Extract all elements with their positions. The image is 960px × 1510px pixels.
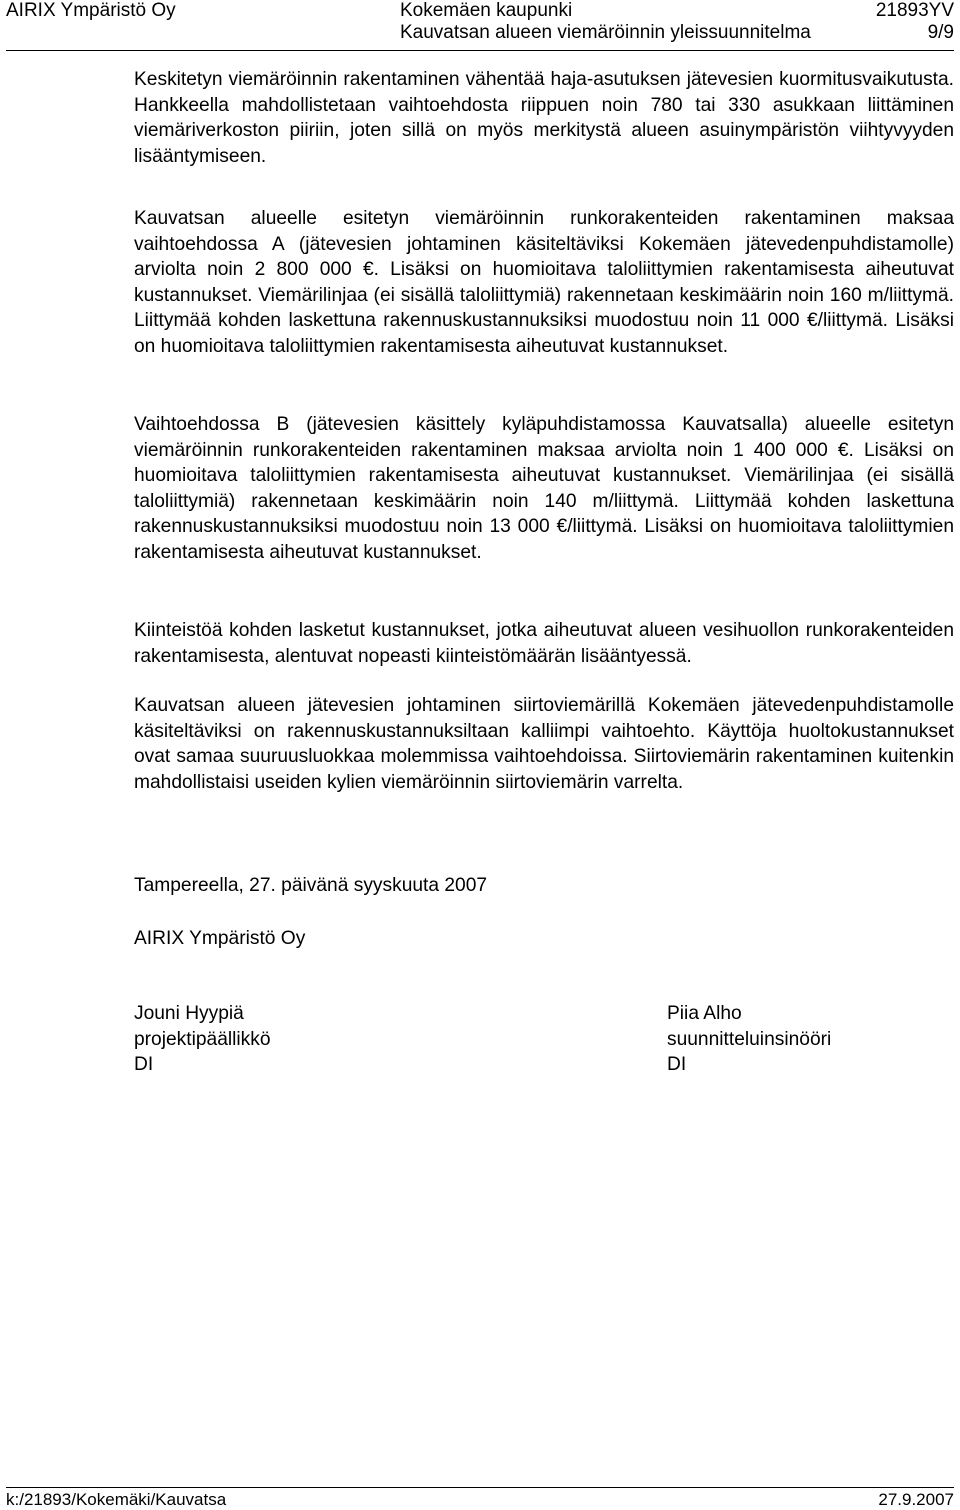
signatory-1-name: Jouni Hyypiä [134, 1003, 244, 1024]
header-row-1 [0, 0, 960, 22]
signatory-2 [667, 1001, 831, 1078]
header-divider [6, 50, 954, 51]
signatory-1 [134, 1001, 271, 1078]
paragraph-4: Kiinteistöä kohden lasketut kustannukset, jotka aiheutuvat alueen vesihuollon runkorakenteiden rakentamisesta, alentuvat nopeasti kiinteistömäärän lisääntyessä. [134, 620, 954, 667]
footer-file-path: k:/21893/Kokemäki/Kauvatsa [6, 1490, 227, 1509]
signatory-2-name: Piia Alho [667, 1003, 742, 1024]
signatory-2-title: suunnitteluinsinööri [667, 1028, 832, 1050]
header-page-number: 9/9 [927, 22, 954, 43]
signatory-1-title: projektipäällikkö [134, 1028, 271, 1050]
paragraph-2: Kauvatsan alueelle esitetyn viemäröinnin runkorakenteiden rakentaminen maksaa vaihtoehdossa A (jätevesien johtaminen käsiteltäviksi Kokemäen jätevedenpuhdistamolle) arviolta noin 2 800 000 €. Lisäksi on huomioitava taloliittymien rakentamisesta aiheutuvat kustannukset. Viemärilinjaa (ei sisällä taloliittymiä) rakennetaan keskimäärin noin 160 m/liittymä. Liittymää kohden laskettuna rakennuskustannuksiksi muodostuu noin 11 000 €/liittymä. Lisäksi on huomioitava taloliittymien rakentamisesta aiheutuvat kustannukset. [134, 208, 954, 357]
paragraph-5: Kauvatsan alueen jätevesien johtaminen siirtoviemärillä Kokemäen jätevedenpuhdistamolle käsiteltäviksi on rakennuskustannuksiltaan kalliimpi vaihtoehto. Käyttöja huoltokustannukset ovat samaa suuruusluokkaa molemmissa vaihtoehdoissa. Siirtoviemärin rakentaminen kuitenkin mahdollistaisi useiden kylien viemäröinnin siirtoviemärin varrelta. [134, 695, 954, 793]
header-client: Kokemäen kaupunki [400, 0, 573, 21]
place-and-date: Tampereella, 27. päivänä syyskuuta 2007 [134, 875, 488, 896]
signatory-2-degree: DI [667, 1054, 687, 1076]
paragraph-1: Keskitetyn viemäröinnin rakentaminen vähentää haja-asutuksen jätevesien kuormitusvaikutusta. Hankkeella mahdollistetaan vaihtoehdosta riippuen noin 780 tai 330 asukkaan liittäminen viemäriverkoston piiriin, joten sillä on myös merkitystä alueen asuinympäristön viihtyvyyden lisääntymiseen. [134, 69, 954, 167]
header-document-title: Kauvatsan alueen viemäröinnin yleissuunnitelma [400, 22, 811, 43]
footer-date: 27.9.2007 [878, 1490, 954, 1509]
header-row-2 [0, 22, 960, 44]
paragraph-3: Vaihtoehdossa B (jätevesien käsittely kyläpuhdistamossa Kauvatsalla) alueelle esitetyn viemäröinnin runkorakenteiden rakentaminen maksaa arviolta noin 1 400 000 €. Lisäksi on huomioitava taloliittymien rakentamisesta aiheutuvat kustannukset. Viemärilinjaa (ei sisällä taloliittymiä) rakennetaan keskimäärin noin 140 m/liittymä. Liittymää kohden laskettuna rakennuskustannuksiksi muodostuu noin 13 000 €/liittymä. Lisäksi on huomioitava taloliittymien rakentamisesta aiheutuvat kustannukset. [134, 414, 954, 563]
header-company: AIRIX Ympäristö Oy [6, 0, 176, 21]
footer-divider [6, 1487, 954, 1488]
signatory-1-degree: DI [134, 1054, 154, 1076]
signing-company: AIRIX Ympäristö Oy [134, 928, 306, 949]
header-project-number: 21893YV [875, 0, 954, 21]
